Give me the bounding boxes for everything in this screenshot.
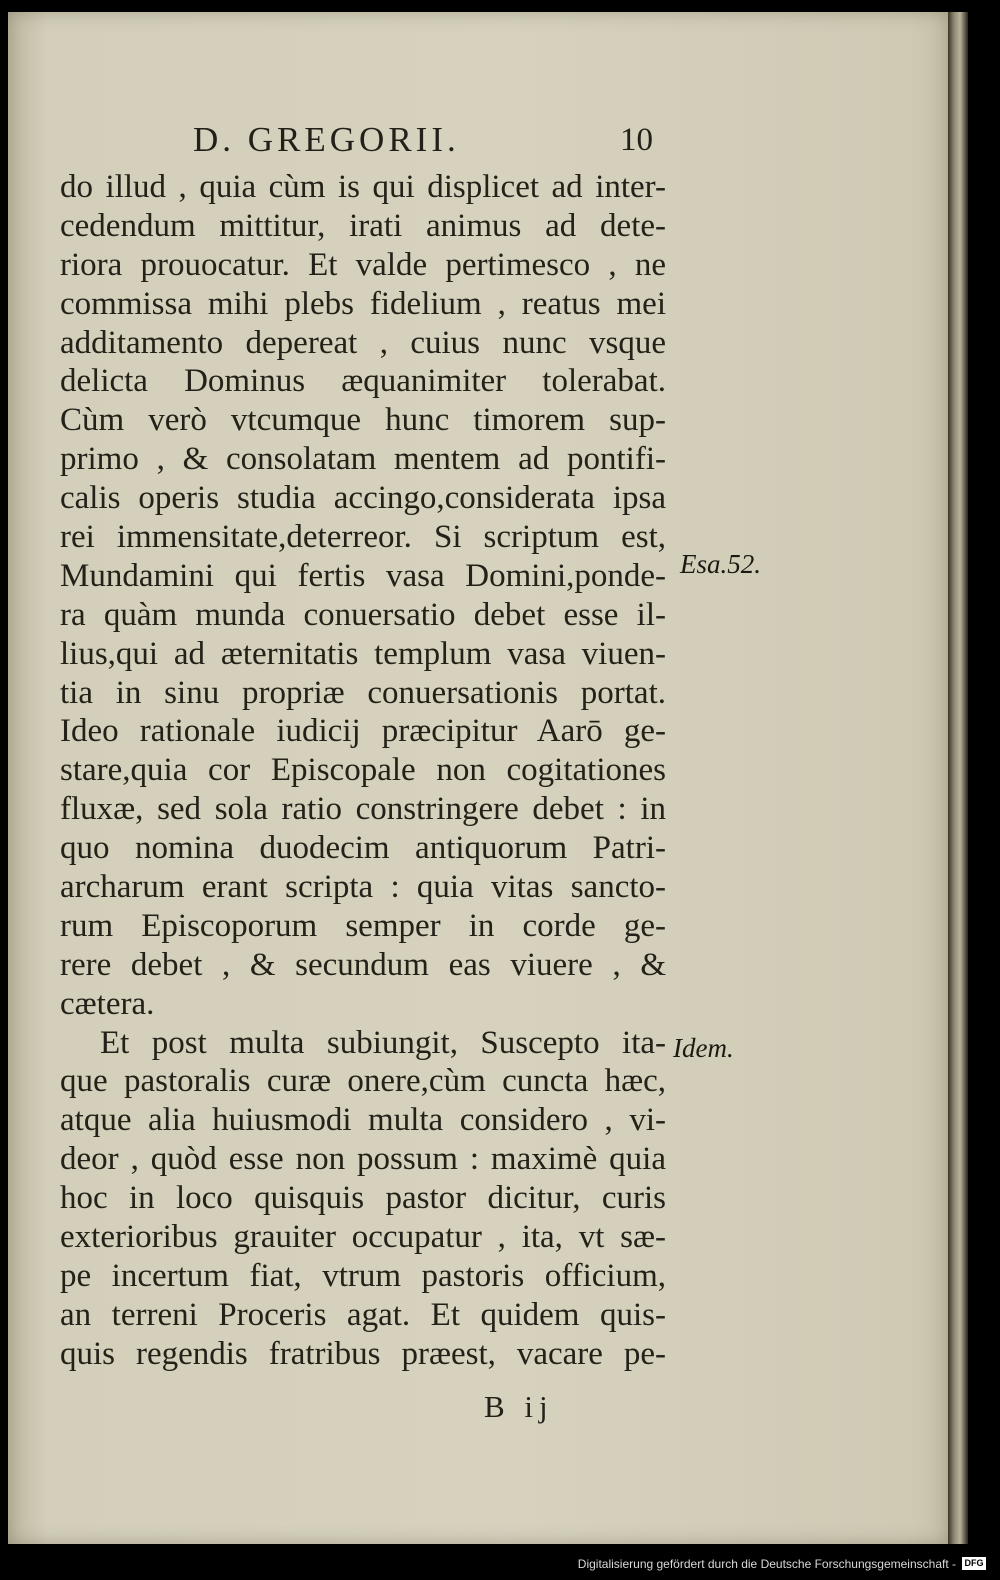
- text-line: cedendum mittitur, irati animus ad dete-: [60, 207, 666, 244]
- footer-credit: Digitalisierung gefördert durch die Deutsche Forschungsgemeinschaft -: [577, 1557, 956, 1571]
- text-line: primo , & consolatam mentem ad pontifi-: [60, 441, 666, 478]
- text-line: lius,qui ad æternitatis templum vasa viuen-: [60, 635, 666, 672]
- signature-mark: B ij: [484, 1389, 554, 1424]
- text-line: quo nomina duodecim antiquorum Patri-: [60, 830, 666, 867]
- text-line: exterioribus grauiter occupatur , ita, vt sæ-: [60, 1219, 666, 1256]
- page-number: 10: [620, 122, 653, 158]
- text-line: fluxæ, sed sola ratio constringere debet : in: [60, 791, 666, 828]
- margin-note: Esa.52.: [680, 549, 761, 579]
- text-line: delicta Dominus æquanimiter tolerabat.: [60, 363, 666, 400]
- text-line: rei immensitate,deterreor. Si scriptum est,: [60, 519, 666, 556]
- text-line: quis regendis fratribus præest, vacare pe-: [60, 1335, 666, 1372]
- text-line: additamento depereat , cuius nunc vsque: [60, 324, 666, 361]
- text-line: rere debet , & secundum eas viuere , &: [60, 946, 666, 983]
- running-title: D. GREGORII.: [193, 120, 460, 159]
- footer-bar: [0, 1553, 1000, 1580]
- page-header: [8, 120, 948, 168]
- text-line: deor , quòd esse non possum : maximè quia: [60, 1141, 666, 1178]
- text-line: an terreni Proceris agat. Et quidem quis-: [60, 1296, 666, 1333]
- dfg-logo: DFG: [962, 1557, 986, 1570]
- text-line: stare,quia cor Episcopale non cogitationes: [60, 752, 666, 789]
- paper-page: [8, 12, 948, 1544]
- text-line: atque alia huiusmodi multa considero , vi-: [60, 1102, 666, 1139]
- body-text: [60, 168, 666, 1374]
- text-line: riora prouocatur. Et valde pertimesco , ne: [60, 246, 666, 283]
- text-line: que pastoralis curæ onere,cùm cuncta hæc,: [60, 1063, 666, 1100]
- text-line: ra quàm munda conuersatio debet esse il-: [60, 596, 666, 633]
- margin-note: Idem.: [673, 1033, 734, 1063]
- text-line: calis operis studia accingo,considerata ipsa: [60, 480, 666, 517]
- text-line: hoc in loco quisquis pastor dicitur, curis: [60, 1180, 666, 1217]
- text-line: commissa mihi plebs fidelium , reatus mei: [60, 285, 666, 322]
- page-edge: [948, 12, 968, 1544]
- text-line: do illud , quia cùm is qui displicet ad inter-: [60, 169, 666, 205]
- text-line: pe incertum fiat, vtrum pastoris officium,: [60, 1257, 666, 1294]
- text-line: cætera.: [60, 985, 155, 1022]
- text-line: Et post multa subiungit, Suscepto ita-: [100, 1024, 666, 1061]
- text-line: Ideo rationale iudicij præcipitur Aarō ge-: [60, 713, 666, 750]
- text-line: Mundamini qui fertis vasa Domini,ponde-: [60, 557, 666, 594]
- text-line: Cùm verò vtcumque hunc timorem sup-: [60, 402, 666, 439]
- text-line: tia in sinu propriæ conuersationis portat.: [60, 674, 666, 711]
- text-line: archarum erant scripta : quia vitas sancto-: [60, 869, 666, 906]
- text-line: rum Episcoporum semper in corde ge-: [60, 907, 666, 944]
